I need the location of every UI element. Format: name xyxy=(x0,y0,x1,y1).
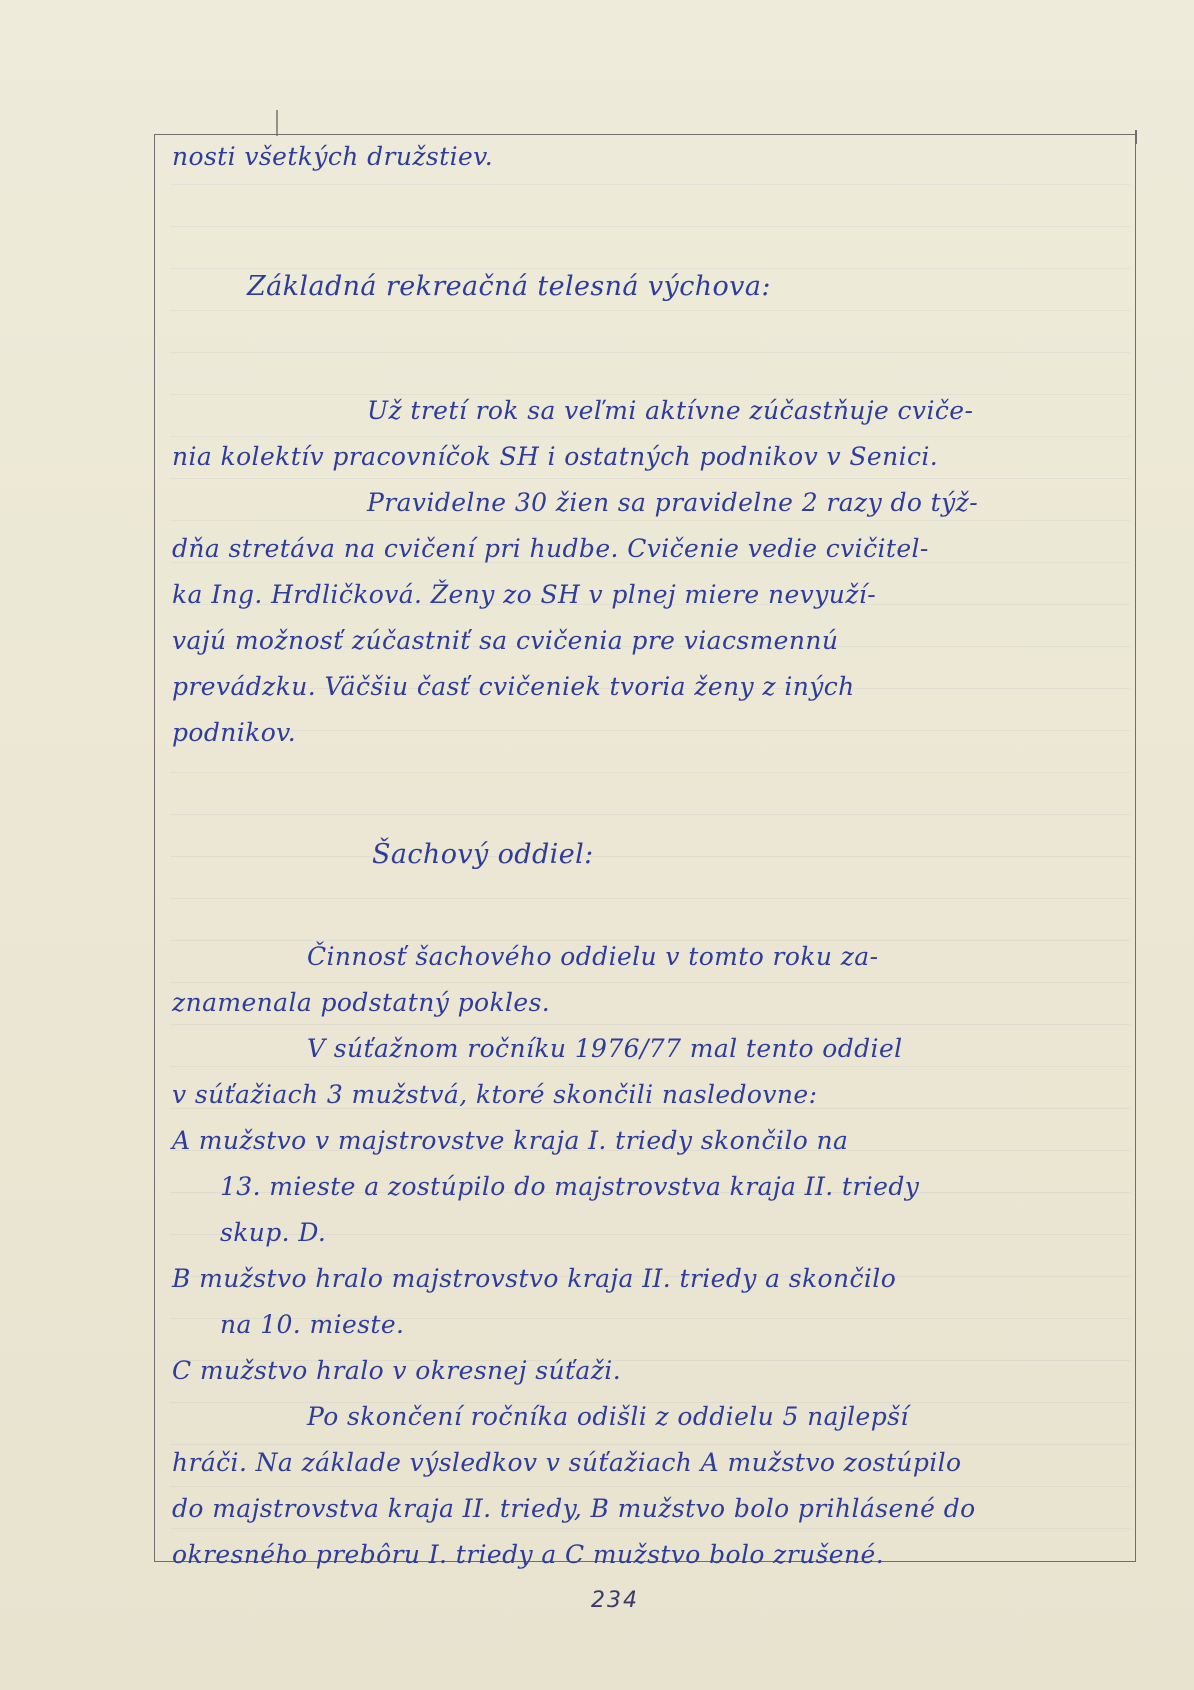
text-line: znamenala podstatný pokles. xyxy=(172,988,551,1017)
text-line: prevádzku. Väčšiu časť cvičeniek tvoria ženy z iných xyxy=(172,672,855,701)
text-line: ka Ing. Hrdličková. Ženy zo SH v plnej miere nevyuží- xyxy=(172,580,877,609)
text-line: Už tretí rok sa veľmi aktívne zúčastňuje cvičе- xyxy=(367,396,974,425)
text-line: C mužstvo hralo v okresnej súťaži. xyxy=(172,1356,622,1385)
text-line: 13. mieste a zostúpilo do majstrovstva kraja II. triedy xyxy=(220,1172,920,1201)
text-line: A mužstvo v majstrovstve kraja I. triedy skončilo na xyxy=(172,1126,849,1155)
text-line: Činnosť šachového oddielu v tomto roku za- xyxy=(307,942,879,971)
text-line: nia kolektív pracovníčok SH i ostatných podnikov v Senici. xyxy=(172,442,939,471)
binding-mark xyxy=(276,110,278,136)
text-line: skup. D. xyxy=(220,1218,327,1247)
text-line: dňa stretáva na cvičení pri hudbe. Cvičenie vedie cvičitel- xyxy=(172,534,929,563)
text-line: do majstrovstva kraja II. triedy, B mužstvo bolo prihlásené do xyxy=(172,1494,976,1523)
section-heading: Šachový oddiel: xyxy=(372,839,594,870)
section-heading: Základná rekreačná telesná výchova: xyxy=(247,271,771,302)
text-line: Pravidelne 30 žien sa pravidelne 2 razy do týž- xyxy=(367,488,979,517)
text-line: v súťažiach 3 mužstvá, ktoré skončili nasledovne: xyxy=(172,1080,818,1109)
text-line: na 10. mieste. xyxy=(220,1310,405,1339)
page-frame xyxy=(154,134,1136,1562)
page-number: 234 xyxy=(591,1588,639,1613)
text-line: okresného prebôru I. triedy a C mužstvo bolo zrušené. xyxy=(172,1540,885,1569)
frame-tick xyxy=(1135,130,1137,144)
text-line: podnikov. xyxy=(172,718,297,747)
text-line: nosti všetkých družstiev. xyxy=(172,142,494,171)
text-line: Po skončení ročníka odišli z oddielu 5 najlepší xyxy=(307,1402,909,1431)
text-line: hráči. Na základe výsledkov v súťažiach A mužstvo zostúpilo xyxy=(172,1448,962,1477)
text-line: B mužstvo hralo majstrovstvo kraja II. triedy a skončilo xyxy=(172,1264,897,1293)
text-line: vajú možnosť zúčastniť sa cvičenia pre viacsmennú xyxy=(172,626,839,655)
text-line: V súťažnom ročníku 1976/77 mal tento oddiel xyxy=(307,1034,903,1063)
